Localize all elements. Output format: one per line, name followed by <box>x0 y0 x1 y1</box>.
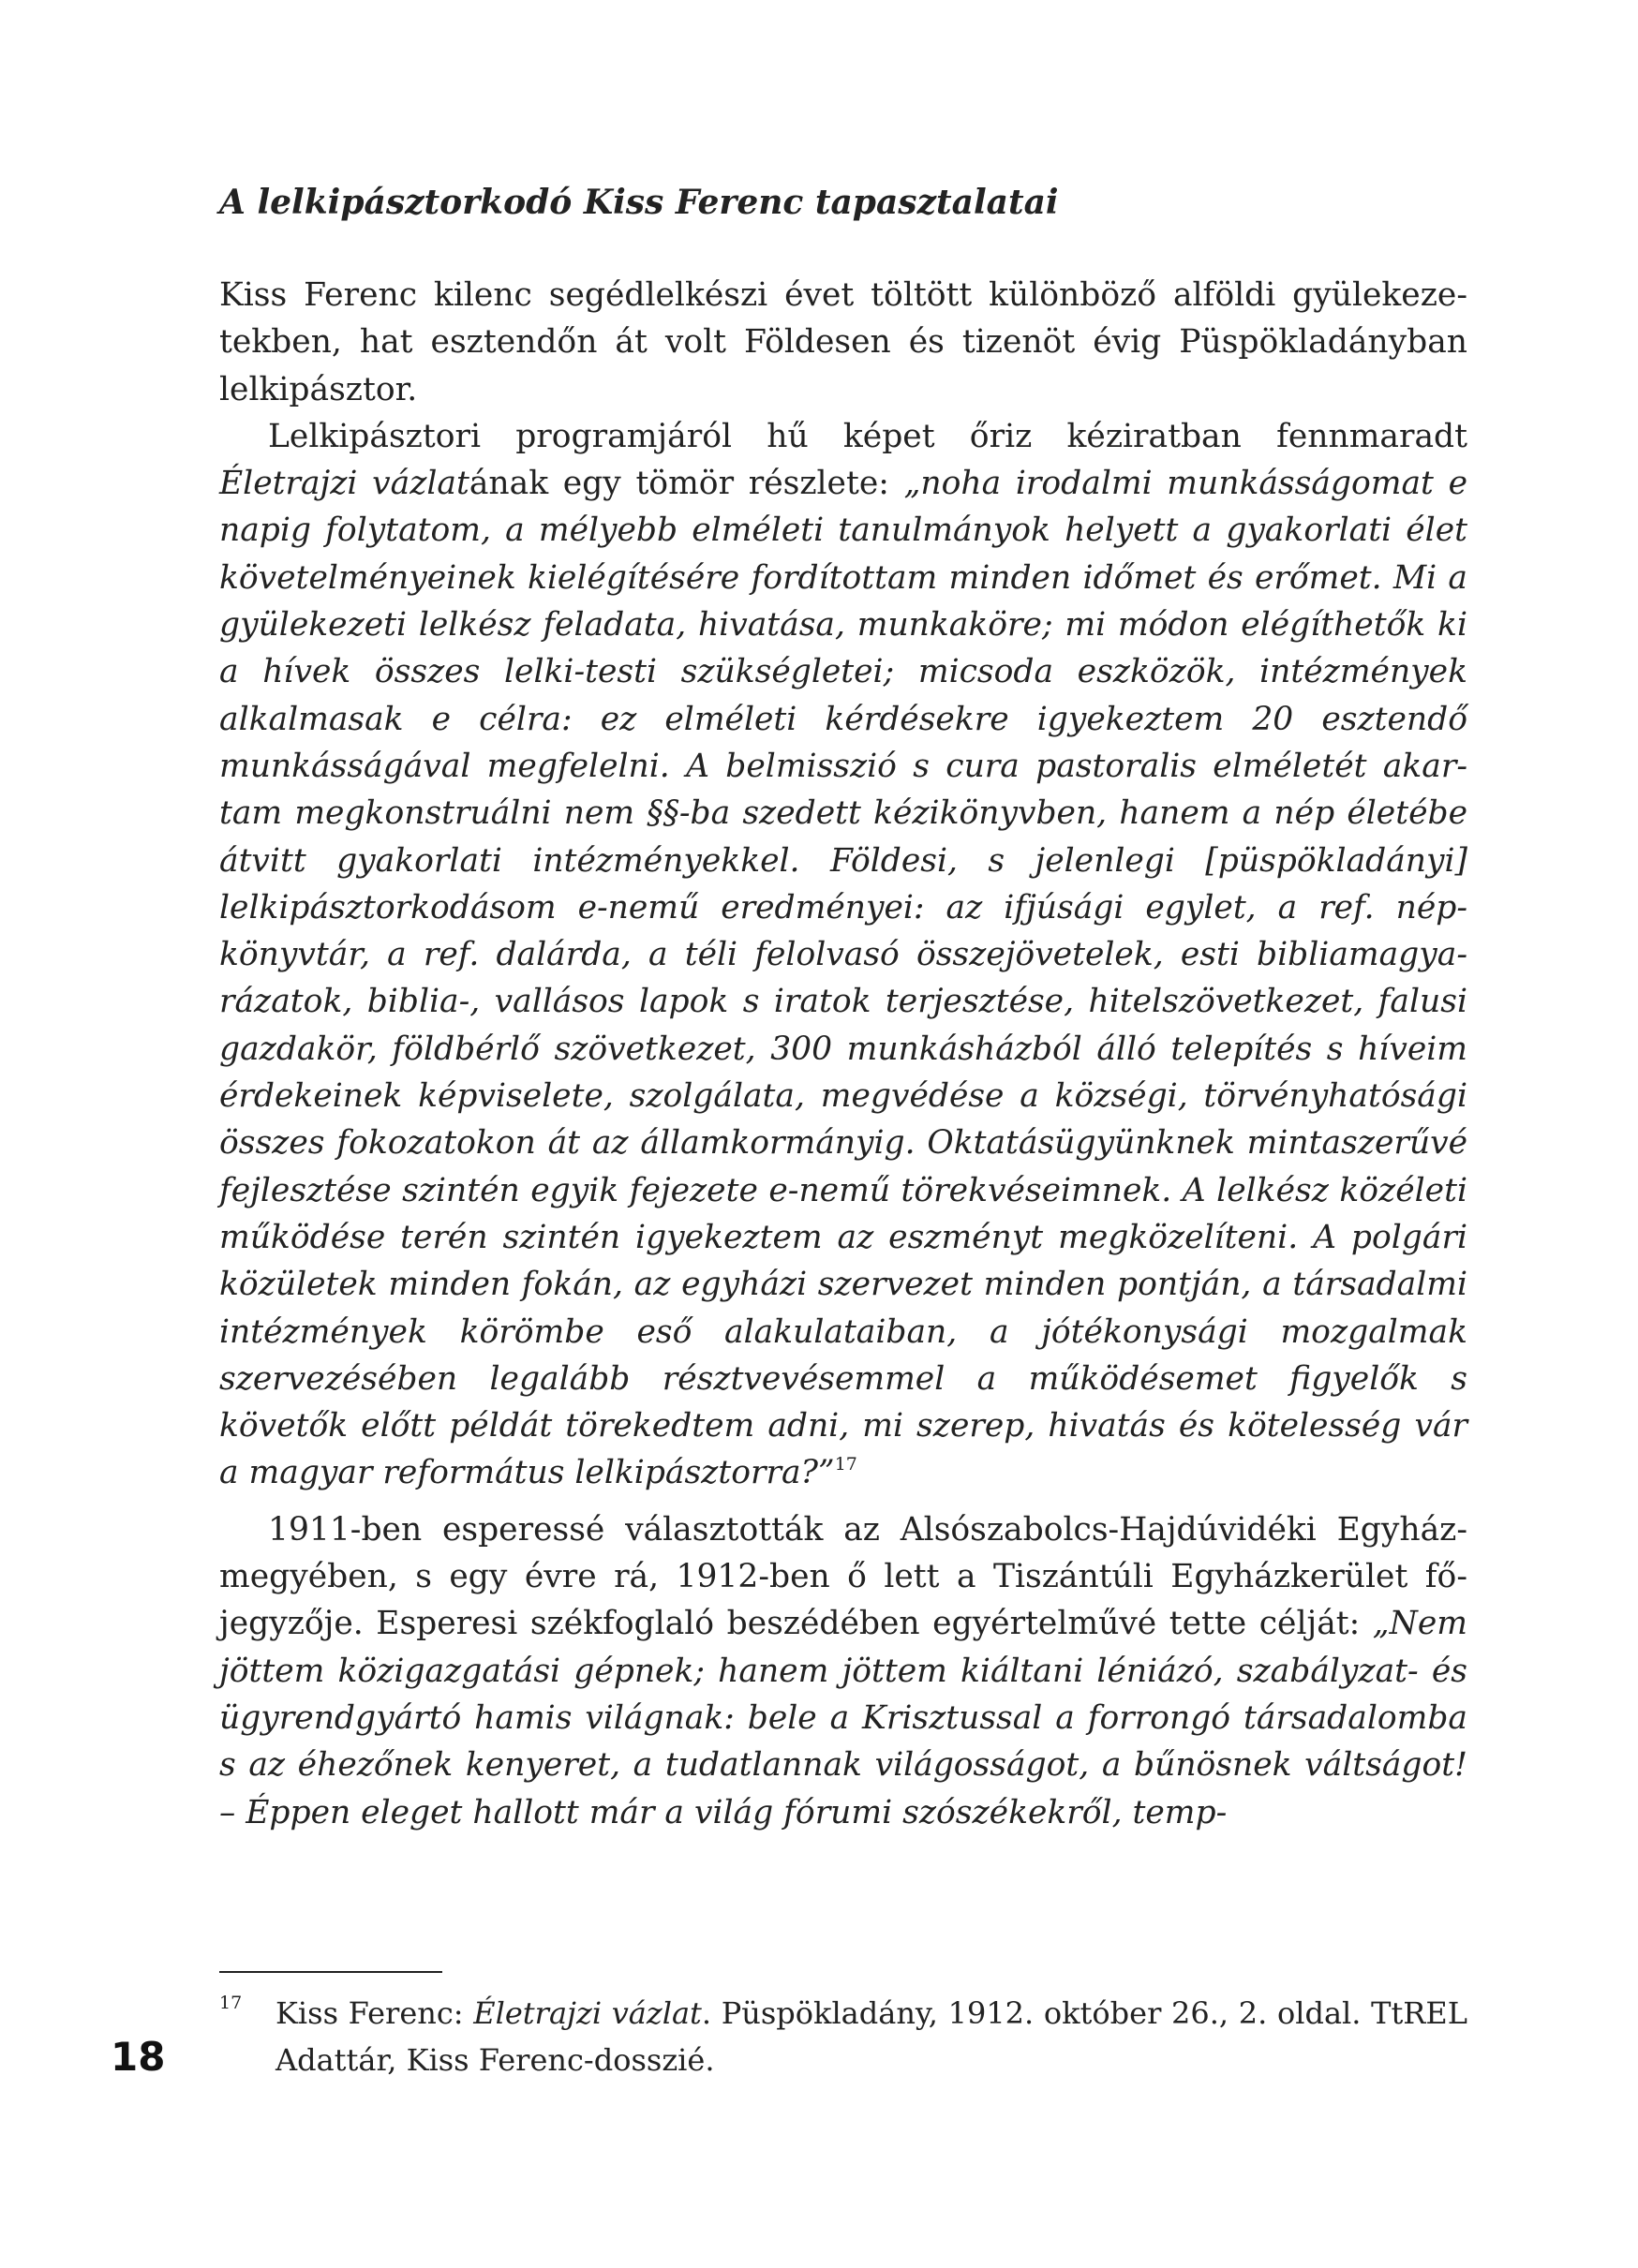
paragraph-3-intro: 1911-ben esperessé választották az Alsószabolcs-Hajdúvidéki Egyházmegyében, s egy évre rá, 1912-ben ő lett a Tiszántúli Egyházkerület főjegyzője. Esperesi székfoglaló beszédében egyértelművé tette célját: <box>219 1510 1467 1643</box>
paragraph-3 <box>219 1506 1467 1836</box>
footnote-number: 17 <box>219 1993 243 2013</box>
paragraph-2 <box>219 413 1467 1497</box>
paragraph-2-quote: „noha irodalmi munkásságomat e napig folytatom, a mélyebb elméleti tanulmányok helyett a gyakorlati élet követelményeinek kielégítésére fordítottam minden időmet és erőmet. Mi a gyülekezeti lelkész feladata, hivatása, munkaköre; mi módon elégíthetők ki a hívek összes lelki-testi szükségletei; micsoda eszközök, intézmények alkalmasak e célra: ez elméleti kérdésekre igyekeztem 20 esztendő munkásságával megfelelni. A belmisszió s cura pastoralis elméletét akartam megkonstruálni nem §§-ba szedett kézikönyvben, hanem a nép életébe átvitt gyakorlati intézményekkel. Földesi, s jelenlegi [püspökladányi] lelkipásztorkodásom e-nemű eredményei: az ifjúsági egylet, a ref. népkönyvtár, a ref. dalárda, a téli felolvasó összejövetelek, esti bibliamagyarázatok, biblia-, vallásos lapok s iratok terjesztése, hitelszövetkezet, falusi gazdakör, földbérlő szövetkezet, 300 munkásházból álló telepítés s híveim érdekeinek képviselete, szolgálata, megvédése a községi, törvényhatósági összes fokozatokon át az államkormányig. Oktatásügyünknek mintaszerűvé fejlesztése szintén egyik fejezete e-nemű törekvéseimnek. A lelkész közéleti működése terén szintén igyekeztem az eszményt megközelíteni. A polgári közületek minden fokán, az egyházi szervezet minden pontján, a társadalmi intézmények körömbe eső alakulataiban, a jótékonysági mozgalmak szervezésében legalább résztvevésemmel a működésemet figyelők s követők előtt példát törekedtem adni, mi szerep, hivatás és kötelesség vár a magyar református lelkipásztorra?” <box>219 465 1467 1492</box>
body-text <box>219 272 1467 1836</box>
footnote-work-title: Életrajzi vázlat <box>473 1995 702 2031</box>
footnote-divider <box>219 1971 442 1973</box>
section-heading: A lelkipásztorkodó Kiss Ferenc tapasztalatai <box>219 183 1059 222</box>
paragraph-2-work-title: Életrajzi vázlat <box>219 465 469 503</box>
paragraph-1: Kiss Ferenc kilenc segédlelkészi évet töltött különböző alföldi gyülekezetekben, hat esztendőn át volt Földesen és tizenöt évig Püspökladányban lelkipásztor. <box>219 276 1467 408</box>
footnote-details: . Püspökladány, 1912. október 26., 2. oldal. TtREL Adattár, Kiss Ferenc-dosszié. <box>275 1995 1468 2078</box>
paragraph-2-mid: ának egy tömör részlete: <box>469 465 904 503</box>
page-number: 18 <box>111 2034 166 2080</box>
paragraph-2-intro: Lelkipásztori programjáról hű képet őriz kéziratban fennmaradt <box>268 417 1467 455</box>
footnote-text <box>275 1990 1467 2083</box>
footnote <box>219 1990 1467 2083</box>
paragraph-3-quote: „Nem jöttem közigazgatási gépnek; hanem jöttem kiáltani léniázó, szabályzat- és ügyrendgyártó hamis világnak: bele a Krisztussal a forrongó társadalomba s az éhezőnek kenyeret, a tudatlannak világosságot, a bűnösnek váltságot! – Éppen eleget hallott már a világ fórumi szószékekről, temp- <box>219 1605 1467 1831</box>
footnote-author: Kiss Ferenc: <box>275 1995 474 2031</box>
footnote-reference: 17 <box>834 1454 857 1475</box>
